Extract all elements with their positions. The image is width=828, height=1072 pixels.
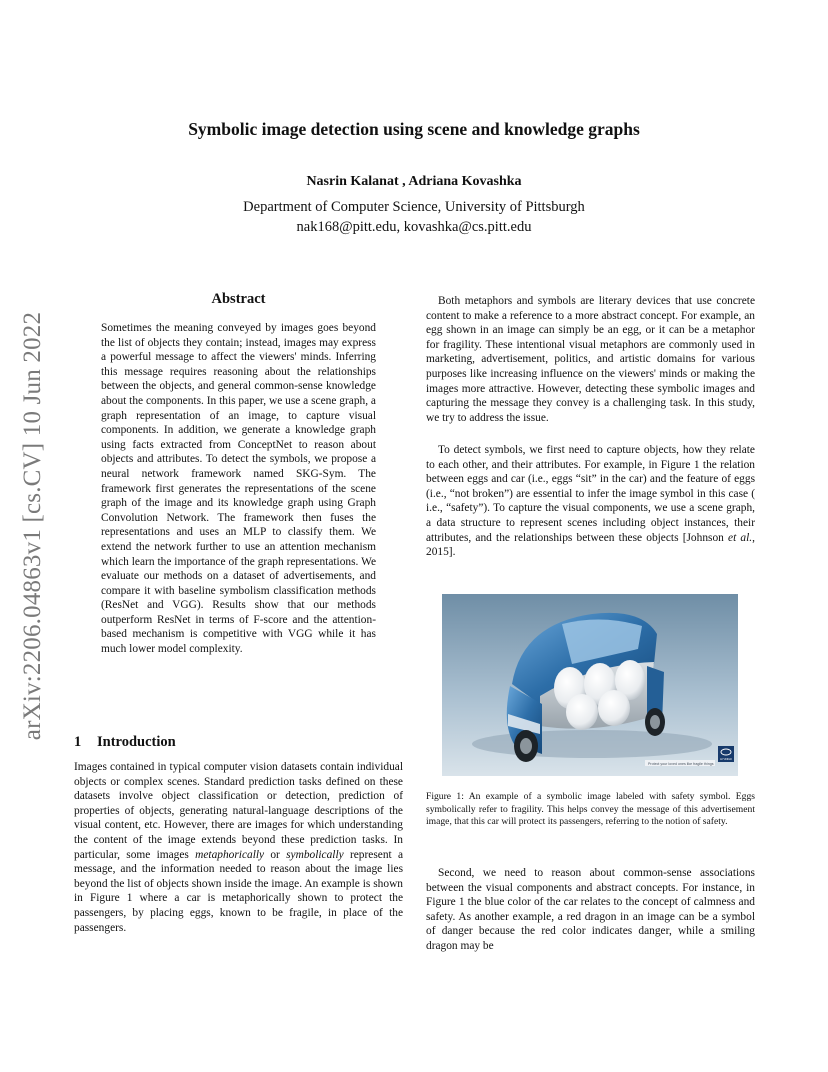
citation-et-al: et al. bbox=[728, 531, 753, 544]
body-paragraph-metaphors: Both metaphors and symbols are literary devices that use concrete content to make a reference to a more abstract concept. For example, an egg shown in an image can simply be an egg, or it can be a metaphor for fragility. These intentional visual metaphors are commonly used in marketing, advertisement, politics, and artistic domains for various purposes like increasing influence on the viewers' minds or making the images more attractive. However, detecting these symbolic images and capturing the message they convey is a challenging task. In this study, we try to address the issue. bbox=[426, 295, 755, 424]
section-number: 1 bbox=[74, 734, 82, 750]
body-text: , 2015]. bbox=[426, 531, 756, 559]
section-title: Introduction bbox=[97, 734, 176, 750]
paper-title: Symbolic image detection using scene and knowledge graphs bbox=[188, 119, 640, 139]
figure-1-advertisement-image bbox=[442, 594, 738, 776]
figure-1-caption: Figure 1: An example of a symbolic image labeled with safety symbol. Eggs symbolically refer to fragility. This helps convey the message of this advertisement image, that this car will protect its passengers, referring to the notion of safety. bbox=[426, 791, 755, 828]
introduction-paragraph bbox=[74, 760, 403, 935]
author-affiliation bbox=[74, 197, 754, 237]
body-text: To detect symbols, we first need to capture objects, how they relate to each other, and their attributes. For example, in Figure 1 the relation between eggs and car (i.e., eggs “sit” in the car) and the feature of eggs (i.e., “not broken”) are essential to infer the image symbol in this case ( i.e., “safety”). To capture the visual components, we use a scene graph, a data structure to represent scenes including object instances, their attributes, and the relationships between these objects [Johnson bbox=[426, 444, 755, 544]
body-paragraph-detect-symbols bbox=[426, 443, 755, 560]
affiliation-institution: Department of Computer Science, University of Pittsburgh bbox=[243, 199, 585, 215]
ad-tagline-text: Protect your loved ones like fragile things bbox=[648, 762, 714, 766]
intro-emphasis-symbolically: symbolically bbox=[286, 848, 344, 861]
arxiv-identifier bbox=[18, 292, 48, 760]
brand-logo-text: HYUNDAI bbox=[720, 758, 732, 761]
intro-text: Images contained in typical computer vision datasets contain individual objects or complex scenes. Standard prediction tasks defined on these datasets involve object classification or detection, prediction of properties of objects, generating natural-language descriptions of the visual content, etc. However, there are images for which understanding the content of the image extends beyond these prediction tasks. In particular, some images bbox=[74, 761, 403, 861]
body-paragraph-common-sense: Second, we need to reason about common-sense associations between the visual components and abstract concepts. For instance, in Figure 1 the blue color of the car relates to the concept of calmness and safety. As another example, a red dragon in an image can be a symbol of danger because the red color indicates danger, while a smiling dragon may be bbox=[426, 867, 755, 952]
paper-authors: Nasrin Kalanat , Adriana Kovashka bbox=[306, 174, 522, 189]
intro-text: or bbox=[264, 848, 287, 861]
intro-text: represent a message, and the information needed to reason about the image lies beyond the list of objects shown inside the image. An example is shown in Figure 1 where a car is metaphorically shown to protect the passengers, by placing eggs, known to be fragile, in place of the passengers. bbox=[74, 848, 404, 934]
section-heading-introduction bbox=[74, 734, 403, 751]
abstract-body: Sometimes the meaning conveyed by images goes beyond the list of objects they contain; instead, images may express a powerful message to affect the viewers' minds. Inferring this message requires reasoning about the relationships between the objects, and general common-sense knowledge about the components. In this paper, we use a scene graph, a graph representation of an image, to capture visual components. In addition, we generate a knowledge graph using facts extracted from ConceptNet to reason about objects and attributes. To detect the symbols, we propose a neural network framework named SKG-Sym. The framework first generates the representations of the scene graph of the image and its knowledge graph using Graph Convolution Network. The framework then fuses the representations and uses an MLP to classify them. We extend the network further to use an attention mechanism which learn the importance of the graph representations. We evaluate our methods on a dataset of advertisements, and compare it with baseline symbolism classification methods (ResNet and VGG). Results show that our methods outperform ResNet in terms of F-score and the attention-based mechanism is competitive with VGG while it has much lower model complexity. bbox=[101, 322, 376, 656]
abstract-heading: Abstract bbox=[211, 291, 266, 307]
car-eggs-illustration bbox=[442, 594, 738, 776]
arxiv-identifier-text: arXiv:2206.04863v1 [cs.CV] 10 Jun 2022 bbox=[19, 311, 46, 741]
intro-emphasis-metaphorically: metaphorically bbox=[195, 848, 265, 861]
author-emails: nak168@pitt.edu, kovashka@cs.pitt.edu bbox=[296, 219, 532, 235]
